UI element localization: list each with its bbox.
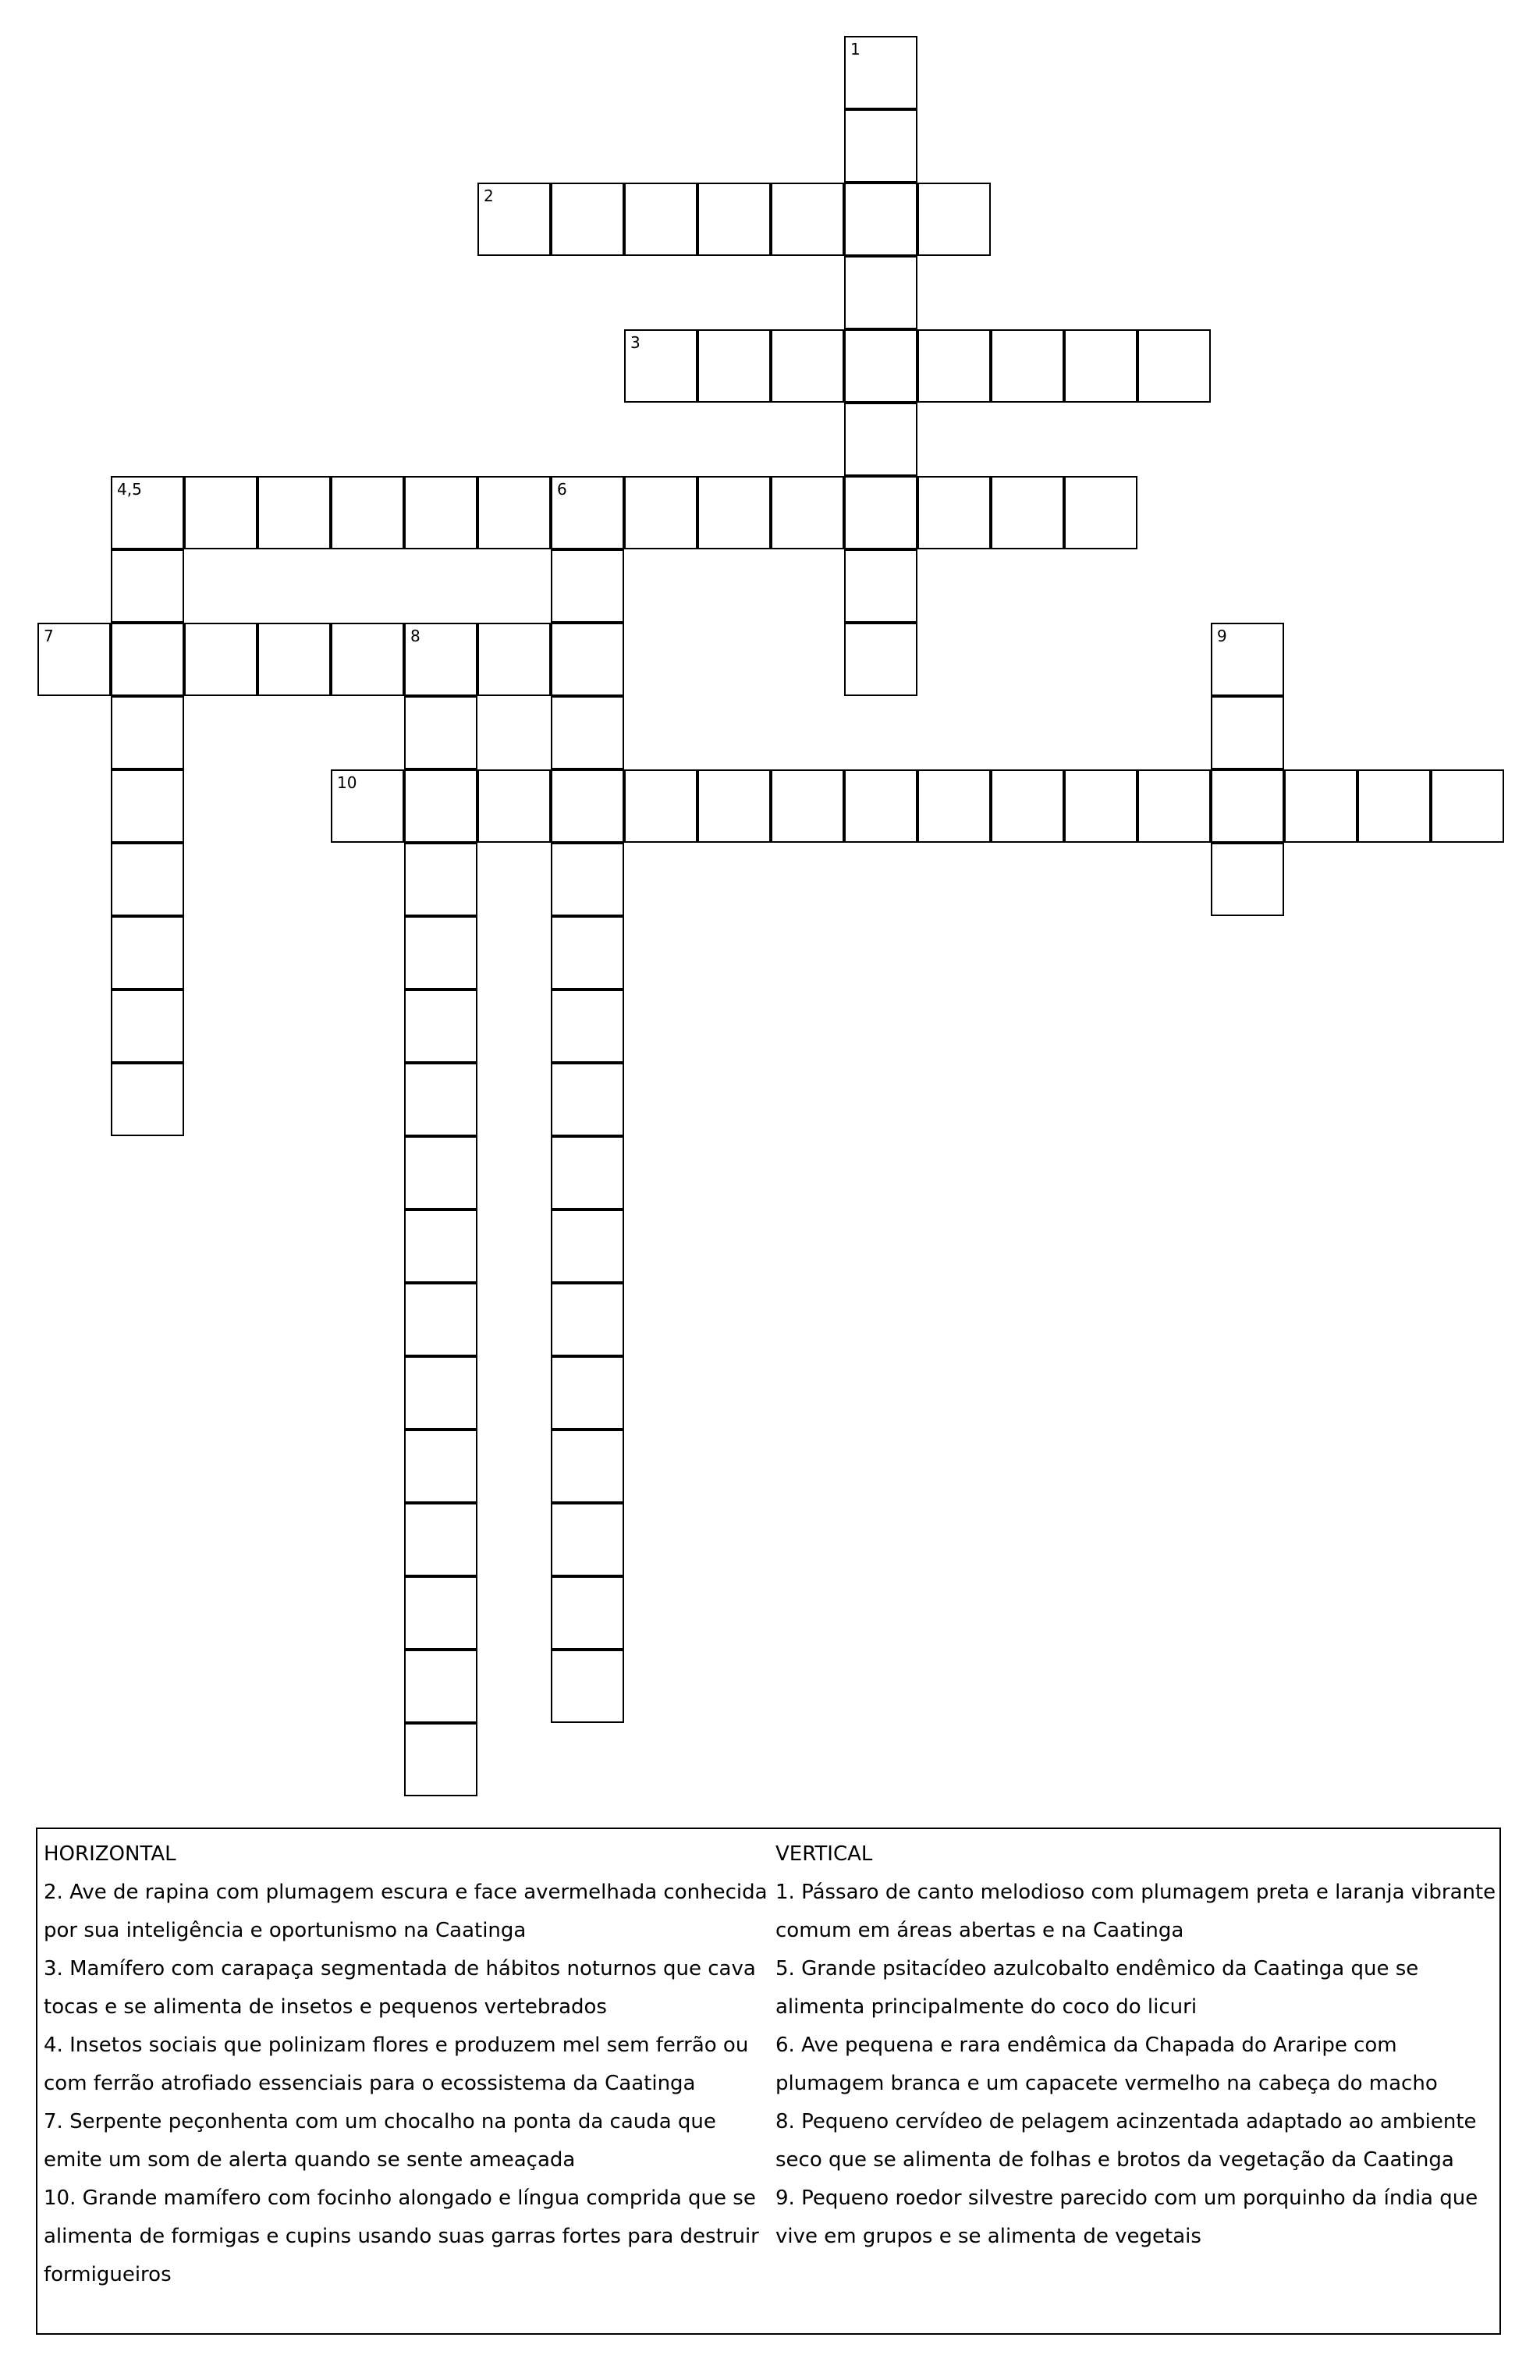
grid-cell[interactable] [1431,769,1504,843]
grid-cell[interactable] [551,1063,624,1136]
grid-cell[interactable] [111,549,184,623]
clue-down-6: 6. Ave pequena e rara endêmica da Chapada do Araripe com plumagem branca e um capacete vermelho na cabeça do macho [775,2034,1438,2095]
clue-number: 1 [850,40,860,59]
grid-cell[interactable] [991,769,1064,843]
grid-cell[interactable] [331,476,404,549]
grid-cell[interactable] [111,623,184,696]
grid-cell[interactable] [844,549,917,623]
clue-down-8: 8. Pequeno cervídeo de pelagem acinzentada adaptado ao ambiente seco que se alimenta de folhas e brotos da vegetação da Caatinga [775,2110,1477,2172]
grid-cell[interactable] [844,183,917,256]
grid-cell[interactable] [624,769,697,843]
grid-cell[interactable] [624,476,697,549]
grid-cell[interactable] [37,623,111,696]
grid-cell[interactable] [844,403,917,476]
clue-across-7: 7. Serpente peçonhenta com um chocalho na ponta da cauda que emite um som de alerta quando se sente ameaçada [44,2110,716,2172]
grid-cell[interactable] [404,1650,477,1723]
clue-across-4: 4. Insetos sociais que polinizam flores e produzem mel sem ferrão ou com ferrão atrofiado essenciais para o ecossistema da Caatinga [44,2034,749,2095]
grid-cell[interactable] [551,623,624,696]
grid-cell[interactable] [1211,769,1284,843]
grid-cell[interactable] [1211,843,1284,916]
grid-cell[interactable] [624,329,697,403]
grid-cell[interactable] [551,1136,624,1210]
clue-across-3: 3. Mamífero com carapaça segmentada de hábitos noturnos que cava tocas e se alimenta de insetos e pequenos vertebrados [44,1957,756,2019]
grid-cell[interactable] [111,916,184,989]
clue-number: 10 [337,773,357,792]
grid-cell[interactable] [991,476,1064,549]
grid-cell[interactable] [404,843,477,916]
grid-cell[interactable] [771,769,844,843]
grid-cell[interactable] [844,476,917,549]
clue-number: 8 [410,627,420,645]
grid-cell[interactable] [477,623,551,696]
grid-cell[interactable] [1211,623,1284,696]
grid-cell[interactable] [551,183,624,256]
grid-cell[interactable] [551,1210,624,1283]
grid-cell[interactable] [404,989,477,1063]
grid-cell[interactable] [697,769,771,843]
grid-cell[interactable] [551,1283,624,1356]
grid-cell[interactable] [257,623,331,696]
grid-cell[interactable] [1064,769,1137,843]
grid-cell[interactable] [111,476,184,549]
grid-cell[interactable] [551,549,624,623]
grid-cell[interactable] [1137,329,1211,403]
grid-cell[interactable] [477,769,551,843]
grid-cell[interactable] [404,1063,477,1136]
grid-cell[interactable] [404,1430,477,1503]
grid-cell[interactable] [477,476,551,549]
grid-cell[interactable] [844,769,917,843]
clue-down-5: 5. Grande psitacídeo azulcobalto endêmico da Caatinga que se alimenta principalmente do coco do licuri [775,1957,1419,2019]
grid-cell[interactable] [257,476,331,549]
clue-number: 6 [557,480,567,499]
grid-cell[interactable] [771,183,844,256]
clue-number: 7 [44,627,54,645]
grid-cell[interactable] [1137,769,1211,843]
grid-cell[interactable] [697,476,771,549]
horizontal-title: HORIZONTAL [44,1842,176,1866]
grid-cell[interactable] [111,989,184,1063]
grid-cell[interactable] [771,329,844,403]
grid-cell[interactable] [551,1430,624,1503]
grid-cell[interactable] [184,623,257,696]
vertical-clues [775,1835,1496,2256]
grid-cell[interactable] [917,769,991,843]
grid-cell[interactable] [404,1356,477,1430]
clues-box [36,1828,1501,2335]
grid-cell[interactable] [111,769,184,843]
vertical-title: VERTICAL [775,1842,873,1866]
grid-cell[interactable] [551,1503,624,1576]
grid-cell[interactable] [991,329,1064,403]
grid-cell[interactable] [917,183,991,256]
grid-cell[interactable] [551,989,624,1063]
horizontal-clues [44,1835,774,2294]
grid-cell[interactable] [331,623,404,696]
clue-across-2: 2. Ave de rapina com plumagem escura e face avermelhada conhecida por sua inteligência e oportunismo na Caatinga [44,1881,768,1942]
grid-cell[interactable] [551,696,624,769]
grid-cell[interactable] [404,623,477,696]
grid-cell[interactable] [1211,696,1284,769]
grid-cell[interactable] [111,1063,184,1136]
clue-number: 9 [1217,627,1227,645]
grid-cell[interactable] [404,916,477,989]
clue-down-1: 1. Pássaro de canto melodioso com plumagem preta e laranja vibrante comum em áreas abertas e na Caatinga [775,1881,1496,1942]
grid-cell[interactable] [551,769,624,843]
grid-cell[interactable] [917,329,991,403]
grid-cell[interactable] [1284,769,1357,843]
grid-cell[interactable] [551,843,624,916]
grid-cell[interactable] [551,1356,624,1430]
clue-number: 3 [630,333,640,352]
grid-cell[interactable] [1064,329,1137,403]
grid-cell[interactable] [697,329,771,403]
grid-cell[interactable] [477,183,551,256]
grid-cell[interactable] [844,623,917,696]
grid-cell[interactable] [551,916,624,989]
grid-cell[interactable] [844,109,917,183]
grid-cell[interactable] [404,1283,477,1356]
grid-cell[interactable] [624,183,697,256]
grid-cell[interactable] [551,1650,624,1723]
grid-cell[interactable] [111,696,184,769]
clue-number: 2 [484,186,494,205]
grid-cell[interactable] [1064,476,1137,549]
grid-cell[interactable] [404,1136,477,1210]
grid-cell[interactable] [551,476,624,549]
grid-cell[interactable] [844,36,917,109]
grid-cell[interactable] [917,476,991,549]
grid-cell[interactable] [404,476,477,549]
grid-cell[interactable] [844,329,917,403]
grid-cell[interactable] [771,476,844,549]
grid-cell[interactable] [697,183,771,256]
grid-cell[interactable] [404,769,477,843]
grid-cell[interactable] [404,1503,477,1576]
grid-cell[interactable] [844,256,917,329]
grid-cell[interactable] [404,696,477,769]
grid-cell[interactable] [111,843,184,916]
grid-cell[interactable] [404,1210,477,1283]
grid-cell[interactable] [551,1576,624,1650]
grid-cell[interactable] [404,1723,477,1796]
clue-number: 4,5 [117,480,142,499]
grid-cell[interactable] [1357,769,1431,843]
grid-cell[interactable] [404,1576,477,1650]
clue-across-10: 10. Grande mamífero com focinho alongado e língua comprida que se alimenta de formigas e cupins usando suas garras fortes para destruir formigueiros [44,2186,759,2286]
grid-cell[interactable] [331,769,404,843]
grid-cell[interactable] [184,476,257,549]
clue-down-9: 9. Pequeno roedor silvestre parecido com um porquinho da índia que vive em grupos e se alimenta de vegetais [775,2186,1478,2248]
